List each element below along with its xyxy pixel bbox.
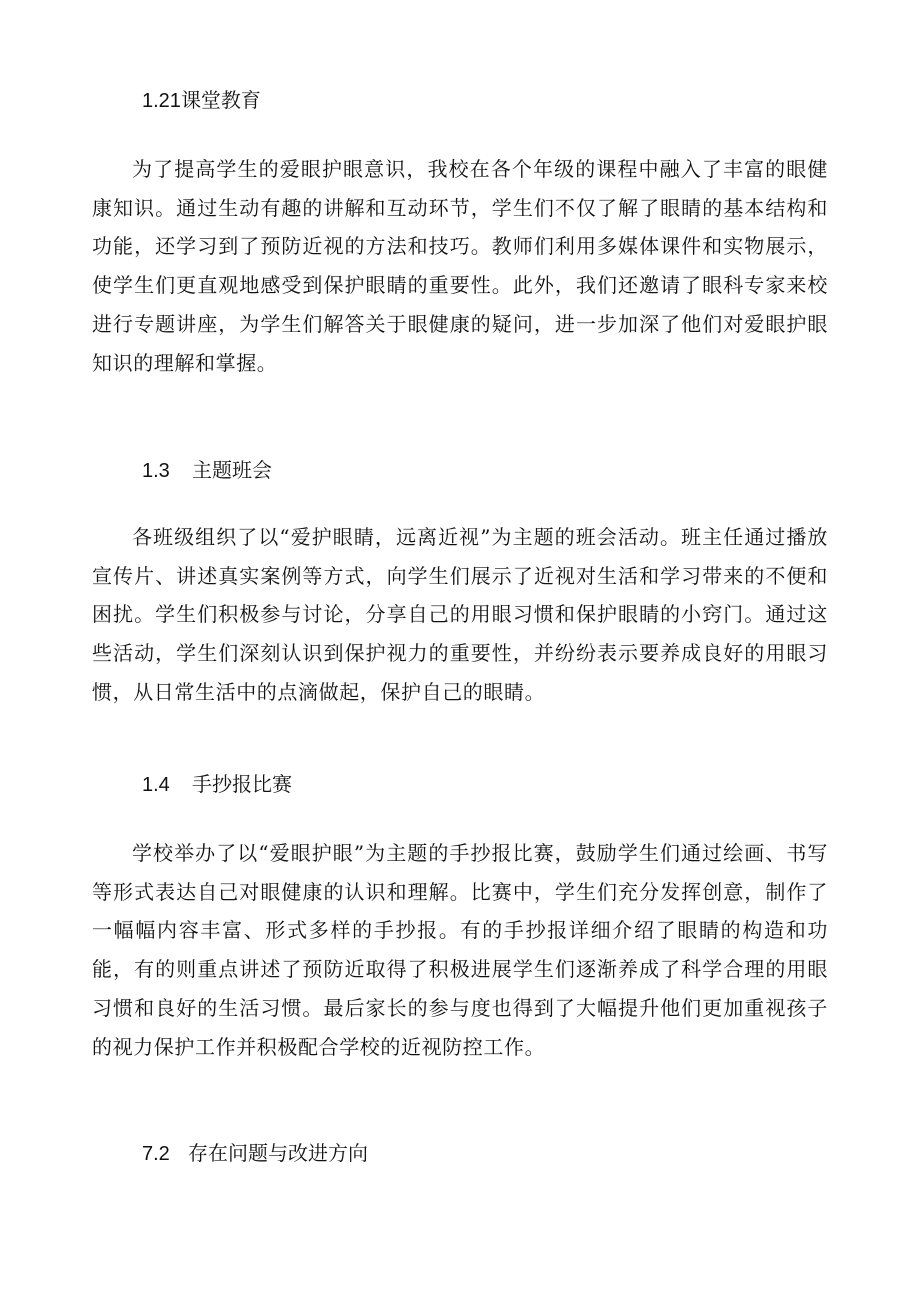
section-title: 存在问题与改进方向 [188,1141,368,1165]
section-heading-handwritten-newspaper-contest [142,770,292,799]
section-heading-classroom-education [142,86,261,115]
section-title: 主题班会 [192,458,272,482]
section-title: 手抄报比赛 [192,772,292,796]
paragraph-classroom-education: 为了提高学生的爱眼护眼意识，我校在各个年级的课程中融入了丰富的眼健康知识。通过生动有趣的讲解和互动环节，学生们不仅了解了眼睛的基本结构和功能，还学习到了预防近视的方法和技巧。教师们利用多媒体课件和实物展示，使学生们更直观地感受到保护眼睛的重要性。此外，我们还邀请了眼科专家来校进行专题讲座，为学生们解答关于眼健康的疑问，进一步加深了他们对爱眼护眼知识的理解和掌握。 [92,157,828,375]
section-heading-theme-class-meeting [142,456,272,485]
section-number: 1.21 [142,90,181,112]
section-heading-problems-and-improvement [142,1139,368,1168]
section-number: 1.4 [142,774,170,796]
section-number: 7.2 [142,1143,170,1165]
paragraph-theme-class-meeting: 各班级组织了以“爱护眼睛，远离近视”为主题的班会活动。班主任通过播放宣传片、讲述真实案例等方式，向学生们展示了近视对生活和学习带来的不便和困扰。学生们积极参与讨论，分享自己的用眼习惯和保护眼睛的小窍门。通过这些活动，学生们深刻认识到保护视力的重要性，并纷纷表示要养成良好的用眼习惯，从日常生活中的点滴做起，保护自己的眼睛。 [92,525,828,704]
section-number: 1.3 [142,460,170,482]
section-title: 课堂教育 [180,88,261,112]
paragraph-handwritten-newspaper-contest: 学校举办了以“爱眼护眼”为主题的手抄报比赛，鼓励学生们通过绘画、书写等形式表达自己对眼健康的认识和理解。比赛中，学生们充分发挥创意，制作了一幅幅内容丰富、形式多样的手抄报。有的手抄报详细介绍了眼睛的构造和功能，有的则重点讲述了预防近取得了积极进展学生们逐渐养成了科学合理的用眼习惯和良好的生活习惯。最后家长的参与度也得到了大幅提升他们更加重视孩子的视力保护工作并积极配合学校的近视防控工作。 [92,841,828,1059]
